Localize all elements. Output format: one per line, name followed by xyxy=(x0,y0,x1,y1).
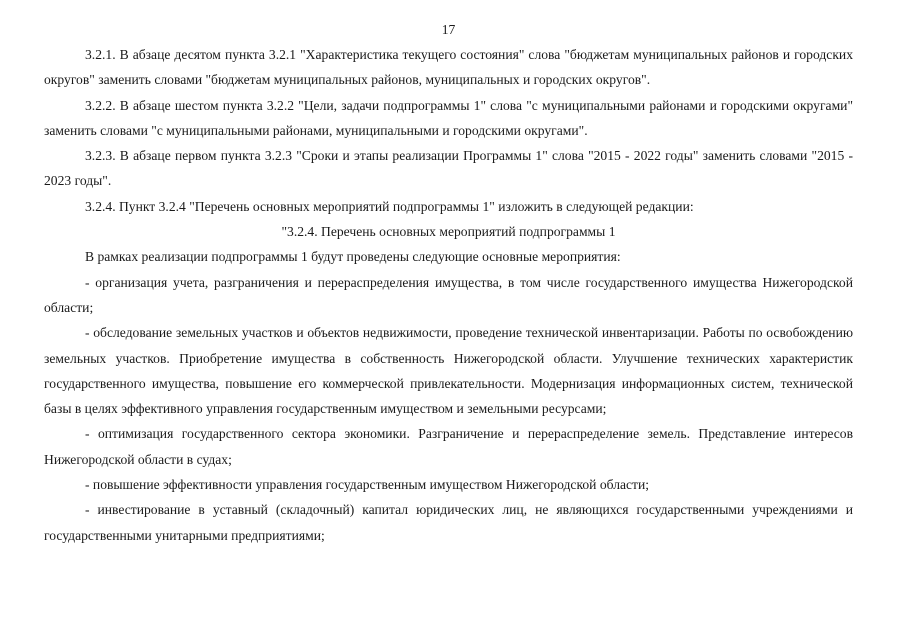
list-item-investment: - инвестирование в уставный (складочный) капитал юридических лиц, не являющихся государственными учреждениями и государственными унитарными предприятиями; xyxy=(44,502,853,543)
list-item-accounting: - организация учета, разграничения и перераспределения имущества, в том числе государственного имущества Нижегородской области; xyxy=(44,274,853,315)
paragraph-3-2-3: 3.2.3. В абзаце первом пункта 3.2.3 "Сроки и этапы реализации Программы 1" слова "2015 - 2022 годы" заменить словами "2015 - 2023 годы". xyxy=(44,148,853,189)
paragraph-3-2-2: 3.2.2. В абзаце шестом пункта 3.2.2 "Цели, задачи подпрограммы 1" слова "с муниципальными районами и городскими округами" заменить словами "с муниципальными районами, муниципальными и городскими округами". xyxy=(44,97,853,138)
list-item-optimization: - оптимизация государственного сектора экономики. Разграничение и перераспределение земель. Представление интересов Нижегородской области в судах; xyxy=(44,426,853,467)
list-item-inspection: - обследование земельных участков и объектов недвижимости, проведение технической инвентаризации. Работы по освобождению земельных участков. Приобретение имущества в собственность Нижегородской области. Улучшение технических характеристик государственного имущества, повышение его коммерческой привлекательности. Модернизация информационных систем, технической базы в целях эффективного управления государственным имуществом и земельными ресурсами; xyxy=(44,325,853,417)
list-item-efficiency: - повышение эффективности управления государственным имуществом Нижегородской области; xyxy=(85,477,650,493)
paragraph-intro: В рамках реализации подпрограммы 1 будут проведены следующие основные мероприятия: xyxy=(85,249,621,265)
paragraph-3-2-1: 3.2.1. В абзаце десятом пункта 3.2.1 "Характеристика текущего состояния" слова "бюджетам муниципальных районов и городских округов" заменить словами "бюджетам муниципальных районов, муниципальных и городских округов". xyxy=(44,47,853,88)
paragraph-3-2-4: 3.2.4. Пункт 3.2.4 "Перечень основных мероприятий подпрограммы 1" изложить в следующей редакции: xyxy=(85,198,694,214)
section-heading: "3.2.4. Перечень основных мероприятий подпрограммы 1 xyxy=(281,224,616,240)
page-number: 17 xyxy=(441,22,456,37)
